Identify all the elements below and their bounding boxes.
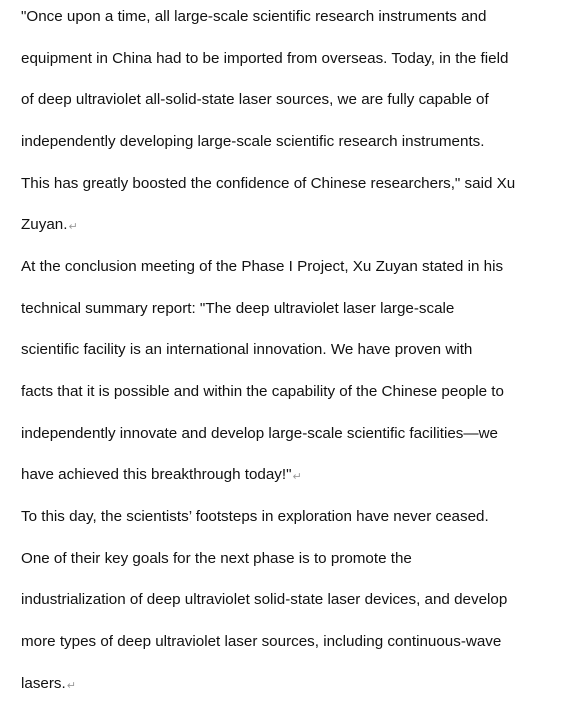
text-line: facts that it is possible and within the capability of the Chinese people to [21,383,504,400]
text-line: To this day, the scientists’ footsteps in exploration have never ceased. [21,508,489,525]
text-line: At the conclusion meeting of the Phase I Project, Xu Zuyan stated in his [21,258,504,275]
paragraph-mark-icon: ↵ [292,471,302,483]
text-line-content: Zuyan. [21,216,68,233]
text-line: of deep ultraviolet all-solid-state laser sources, we are fully capable of [21,91,489,108]
text-line-content: lasers. [21,675,66,692]
text-line: "Once upon a time, all large-scale scientific research instruments and [21,8,487,25]
text-line: One of their key goals for the next phase is to promote the [21,550,412,567]
text-line-last [21,674,76,694]
text-line: industrialization of deep ultraviolet solid-state laser devices, and develop [21,591,508,608]
text-line: scientific facility is an international innovation. We have proven with [21,341,473,358]
text-line-last [21,215,78,235]
text-line: This has greatly boosted the confidence of Chinese researchers," said Xu [21,175,516,192]
text-line: independently developing large-scale scientific research instruments. [21,133,485,150]
text-line: equipment in China had to be imported from overseas. Today, in the field [21,50,509,67]
text-line: independently innovate and develop large-scale scientific facilities—we [21,425,498,442]
text-line-last [21,465,302,485]
text-line: more types of deep ultraviolet laser sources, including continuous-wave [21,633,502,650]
paragraph-mark-icon: ↵ [66,680,76,692]
paragraph-mark-icon: ↵ [68,221,78,233]
text-line-content: have achieved this breakthrough today!" [21,466,292,483]
text-line: technical summary report: "The deep ultraviolet laser large-scale [21,300,455,317]
